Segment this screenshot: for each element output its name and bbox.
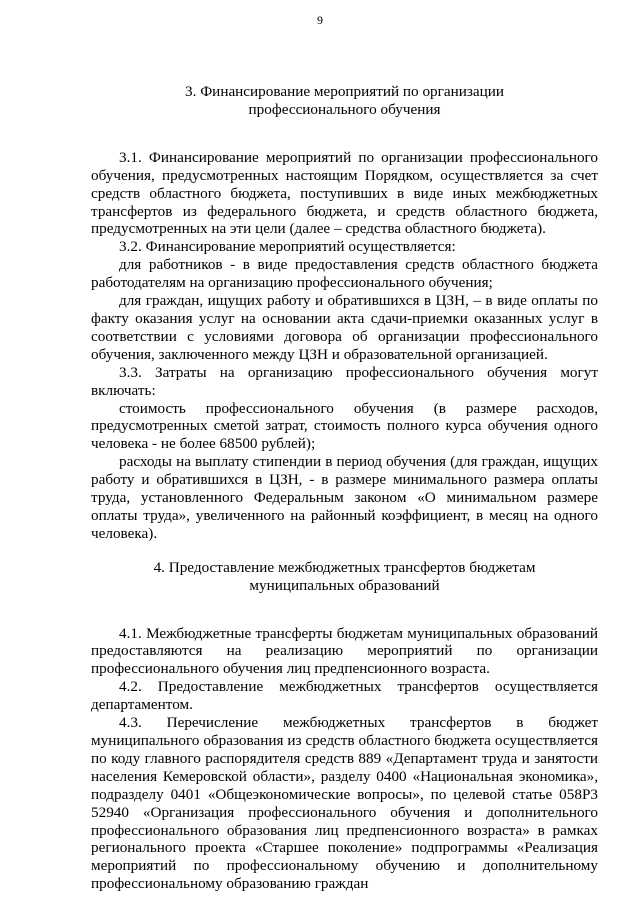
section-4-heading	[91, 559, 598, 595]
section-3-heading-line-2: профессионального обучения	[248, 100, 441, 118]
paragraph-3-2-workers: для работников - в виде предоставления средств областного бюджета работодателям на организацию профессионального обучения;	[91, 256, 598, 292]
section-3-heading-line-1: 3. Финансирование мероприятий по организации	[185, 83, 504, 100]
paragraph-3-3-stipend: расходы на выплату стипендии в период обучения (для граждан, ищущих работу и обратившихся в ЦЗН, - в размере минимального размера оплаты труда, установленного Федеральным законом «О минимальном размере оплаты труда», увеличенного на районный коэффициент, в месяц на одного человека).	[91, 453, 598, 542]
paragraph-4-3: 4.3. Перечисление межбюджетных трансфертов в бюджет муниципального образования из средств областного бюджета осуществляется по коду главного распорядителя средств 889 «Департамент труда и занятости населения Кемеровской области», разделу 0400 «Национальная экономика», подразделу 0401 «Общеэкономические вопросы», по целевой статье 058P3 52940 «Организация профессионального обучения и дополнительного профессионального образования лиц предпенсионного возраста» в рамках регионального проекта «Старшее поколение» подпрограммы «Реализация мероприятий по профессиональному обучению и дополнительному профессиональному образованию граждан	[91, 714, 598, 893]
paragraph-3-3: 3.3. Затраты на организацию профессионального обучения могут включать:	[91, 363, 598, 399]
paragraph-4-1: 4.1. Межбюджетные трансферты бюджетам муниципальных образований предоставляются на реализацию мероприятий по организации профессионального обучения лиц предпенсионного возраста.	[91, 624, 598, 678]
section-3-heading	[91, 83, 598, 119]
paragraph-3-3-cost: стоимость профессионального обучения (в размере расходов, предусмотренных сметой затрат, стоимость полного курса обучения одного человека - не более 68500 рублей);	[91, 399, 598, 453]
paragraph-3-2-citizens: для граждан, ищущих работу и обратившихся в ЦЗН, – в виде оплаты по факту оказания услуг на основании акта сдачи-приемки оказанных услуг в соответствии с условиями договора об организации профессионального обучения, заключенного между ЦЗН и образовательной организацией.	[91, 292, 598, 363]
page-number: 9	[317, 13, 323, 27]
paragraph-3-2: 3.2. Финансирование мероприятий осуществляется:	[119, 238, 456, 256]
paragraph-3-1: 3.1. Финансирование мероприятий по организации профессионального обучения, предусмотренных настоящим Порядком, осуществляется за счет средств областного бюджета, поступивших в виде иных межбюджетных трансфертов из федерального бюджета, и средств областного бюджета, предусмотренных на эти цели (далее – средства областного бюджета).	[91, 148, 598, 238]
paragraph-4-2: 4.2. Предоставление межбюджетных трансфертов осуществляется департаментом.	[91, 678, 598, 714]
document-body	[91, 83, 598, 893]
section-4-heading-line-1: 4. Предоставление межбюджетных трансфертов бюджетам	[153, 558, 536, 576]
section-4-heading-line-2: муниципальных образований	[249, 576, 440, 594]
